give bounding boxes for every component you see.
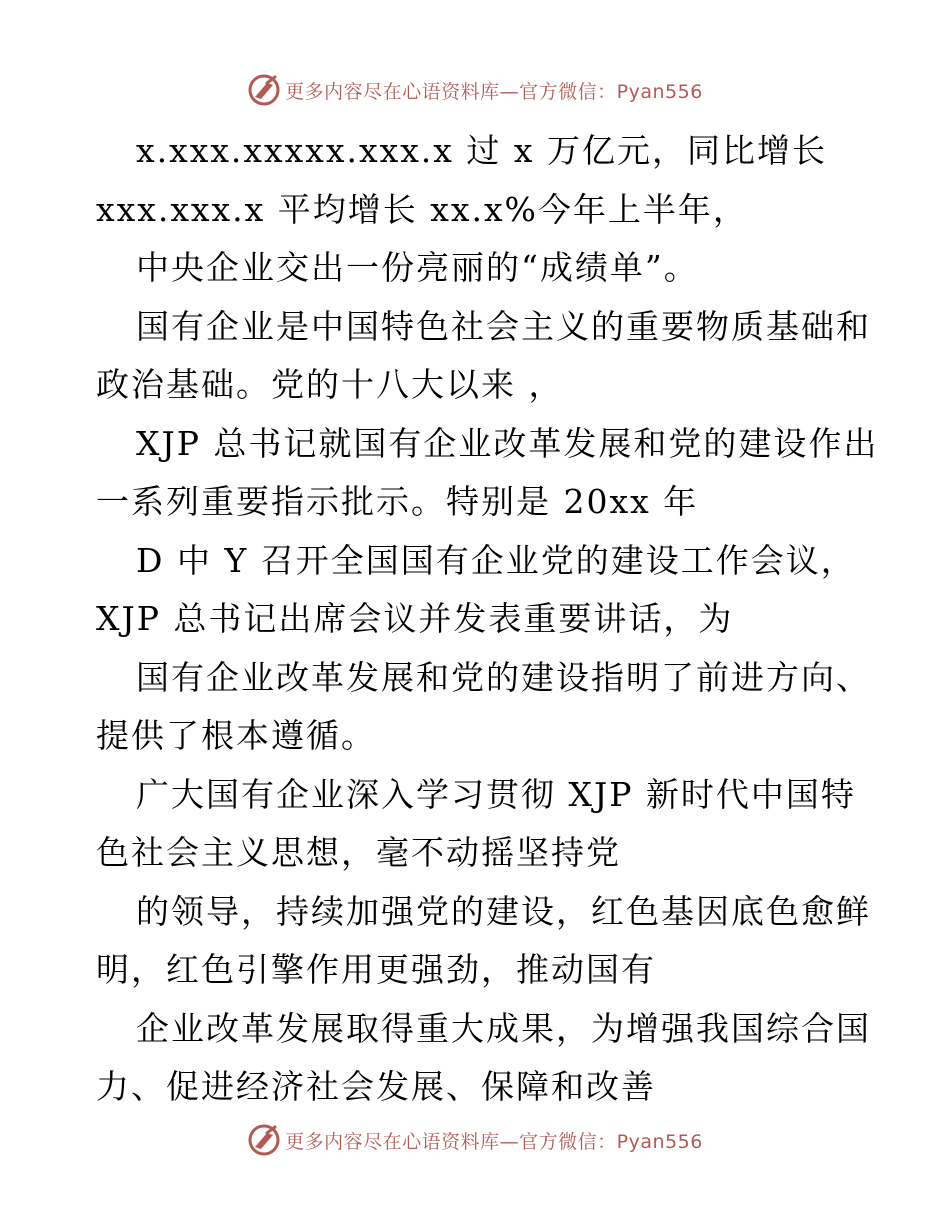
- text-line: 一系列重要指示批示。特别是 20xx 年: [96, 482, 699, 521]
- text-line: 力、促进经济社会发展、保障和改善: [96, 1067, 656, 1106]
- brand-logo-icon: [247, 73, 281, 107]
- text-line: 中央企业交出一份亮丽的“成绩单”。: [136, 248, 699, 287]
- text-line: 提供了根本遵循。: [96, 716, 376, 755]
- text-line: XJP 总书记出席会议并发表重要讲话，为: [96, 599, 734, 638]
- text-line: 国有企业改革发展和党的建设指明了前进方向、: [136, 657, 871, 697]
- banner-text: 更多内容尽在心语资料库—官方微信：Pyan556: [285, 1130, 703, 1153]
- footer-banner: [0, 1120, 950, 1160]
- text-line: 政治基础。党的十八大以来 ，: [96, 365, 564, 404]
- text-line: xxx.xxx.x 平均增长 xx.x%今年上半年，: [96, 189, 748, 229]
- text-line: D 中 Y 召开全国国有企业党的建设工作会议，: [136, 540, 856, 580]
- brand-logo-icon: [247, 1123, 281, 1157]
- header-banner: [0, 70, 950, 110]
- text-line: 色社会主义思想，毫不动摇坚持党: [96, 833, 621, 872]
- text-line: 企业改革发展取得重大成果，为增强我国综合国: [136, 1008, 871, 1048]
- banner-text: 更多内容尽在心语资料库—官方微信：Pyan556: [285, 80, 703, 103]
- text-line: 明，红色引擎作用更强劲，推动国有: [96, 950, 656, 989]
- text-line: 国有企业是中国特色社会主义的重要物质基础和: [136, 306, 871, 346]
- text-line: x.xxx.xxxxx.xxx.x 过 x 万亿元，同比增长: [136, 131, 827, 170]
- text-line: 广大国有企业深入学习贯彻 XJP 新时代中国特: [136, 774, 856, 814]
- text-line: 的领导，持续加强党的建设，红色基因底色愈鲜: [136, 891, 871, 931]
- text-line: XJP 总书记就国有企业改革发展和党的建设作出: [136, 423, 879, 463]
- document-body: [96, 122, 879, 1117]
